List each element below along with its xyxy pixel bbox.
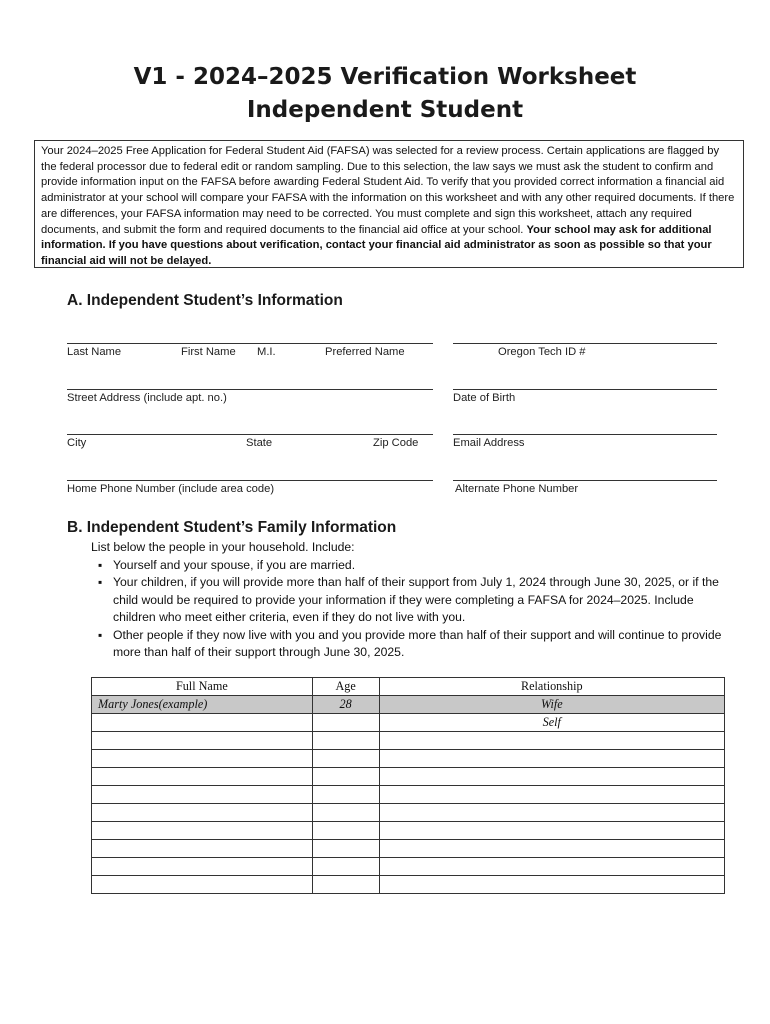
- example-name-cell: Marty Jones(example): [92, 696, 313, 714]
- alternate-phone-field-line[interactable]: [453, 480, 717, 481]
- worksheet-subtitle: Independent Student: [246, 97, 524, 123]
- age-cell[interactable]: [312, 732, 379, 750]
- date-of-birth-field-line[interactable]: [453, 389, 717, 390]
- name-cell[interactable]: [92, 822, 313, 840]
- preferred-name-label: Preferred Name: [325, 346, 405, 358]
- self-age-cell[interactable]: [312, 714, 379, 732]
- age-cell[interactable]: [312, 804, 379, 822]
- date-of-birth-label: Date of Birth: [453, 392, 516, 404]
- last-name-label: Last Name: [67, 346, 122, 358]
- age-cell[interactable]: [312, 858, 379, 876]
- oregon-tech-id-label: Oregon Tech ID #: [498, 346, 586, 358]
- table-row: [92, 786, 725, 804]
- relationship-cell[interactable]: [379, 822, 724, 840]
- age-cell[interactable]: [312, 876, 379, 894]
- table-row: [92, 840, 725, 858]
- age-cell[interactable]: [312, 750, 379, 768]
- household-table: [91, 677, 725, 894]
- age-cell[interactable]: [312, 786, 379, 804]
- home-phone-label: Home Phone Number (include area code): [67, 483, 275, 495]
- table-row: [92, 822, 725, 840]
- full-name-header: Full Name: [92, 678, 313, 696]
- self-relationship-cell: Self: [379, 714, 724, 732]
- notice-box: [34, 140, 744, 268]
- example-relationship-cell: Wife: [379, 696, 724, 714]
- relationship-header: Relationship: [379, 678, 724, 696]
- name-cell[interactable]: [92, 750, 313, 768]
- relationship-cell[interactable]: [379, 840, 724, 858]
- name-cell[interactable]: [92, 840, 313, 858]
- table-row: [92, 768, 725, 786]
- relationship-cell[interactable]: [379, 804, 724, 822]
- relationship-cell[interactable]: [379, 786, 724, 804]
- city-state-zip-field-line[interactable]: [67, 434, 433, 435]
- email-field-line[interactable]: [453, 434, 717, 435]
- relationship-cell[interactable]: [379, 876, 724, 894]
- table-row: [92, 750, 725, 768]
- relationship-cell[interactable]: [379, 732, 724, 750]
- list-item: ▪ Your children, if you will provide more than half of their support from July 1, 2024 through June 30, 2025, or if the child would be required to provide your information if they were completing a FAFSA for 2024–2025. Include children who meet either criteria, even if they do not live with you.: [97, 574, 737, 626]
- name-cell[interactable]: [92, 768, 313, 786]
- relationship-cell[interactable]: [379, 768, 724, 786]
- relationship-cell[interactable]: [379, 750, 724, 768]
- section-b-heading: B. Independent Student’s Family Information: [67, 519, 397, 536]
- name-cell[interactable]: [92, 804, 313, 822]
- name-cell[interactable]: [92, 858, 313, 876]
- email-label: Email Address: [453, 437, 525, 449]
- table-row: [92, 804, 725, 822]
- name-cell[interactable]: [92, 876, 313, 894]
- name-field-line[interactable]: [67, 343, 433, 344]
- zip-code-label: Zip Code: [373, 437, 419, 449]
- relationship-cell[interactable]: [379, 858, 724, 876]
- home-phone-field-line[interactable]: [67, 480, 433, 481]
- household-criteria-list: [97, 557, 737, 661]
- name-cell[interactable]: [92, 786, 313, 804]
- name-cell[interactable]: [92, 732, 313, 750]
- oregon-tech-id-field-line[interactable]: [453, 343, 717, 344]
- age-cell[interactable]: [312, 840, 379, 858]
- example-row: [92, 696, 725, 714]
- table-row: [92, 732, 725, 750]
- example-age-cell: 28: [312, 696, 379, 714]
- state-label: State: [246, 437, 273, 449]
- table-header-row: [92, 678, 725, 696]
- list-item: ▪ Yourself and your spouse, if you are married.: [97, 557, 737, 574]
- age-cell[interactable]: [312, 768, 379, 786]
- worksheet-title: V1 - 2024–2025 Verification Worksheet: [133, 64, 637, 90]
- age-cell[interactable]: [312, 822, 379, 840]
- household-intro: List below the people in your household. Include:: [91, 540, 355, 554]
- city-label: City: [67, 437, 87, 449]
- table-row: [92, 858, 725, 876]
- notice-bold-text: Your school may ask for additional information. If you have questions about verification, contact your financial aid administrator as soon as possible so that your financial aid will not be delayed.: [41, 223, 712, 267]
- age-header: Age: [312, 678, 379, 696]
- street-address-label: Street Address (include apt. no.): [67, 392, 227, 404]
- alternate-phone-label: Alternate Phone Number: [455, 483, 579, 495]
- self-row: [92, 714, 725, 732]
- section-a-heading: A. Independent Student’s Information: [67, 292, 343, 309]
- table-row: [92, 876, 725, 894]
- list-item: ▪ Other people if they now live with you and you provide more than half of their support and will continue to provide more than half of their support through June 30, 2025.: [97, 627, 737, 662]
- street-address-field-line[interactable]: [67, 389, 433, 390]
- first-name-label: First Name: [181, 346, 236, 358]
- mi-label: M.I.: [257, 346, 276, 358]
- self-name-cell[interactable]: [92, 714, 313, 732]
- notice-text: Your 2024–2025 Free Application for Federal Student Aid (FAFSA) was selected for a review process. Certain applications are flagged by the federal processor due to federal edit or random sampling. Due to this selection, the law says we must ask the student to confirm and provide information input on the FAFSA before awarding Federal Student Aid. To verify that you provided correct information a financial aid administrator at your school will compare your FAFSA with the information on this worksheet and with any other required documents. If there are differences, your FAFSA information may need to be corrected. You must complete and sign this worksheet, attach any required documents, and submit the form and required documents to the financial aid office at your school.: [41, 145, 735, 236]
